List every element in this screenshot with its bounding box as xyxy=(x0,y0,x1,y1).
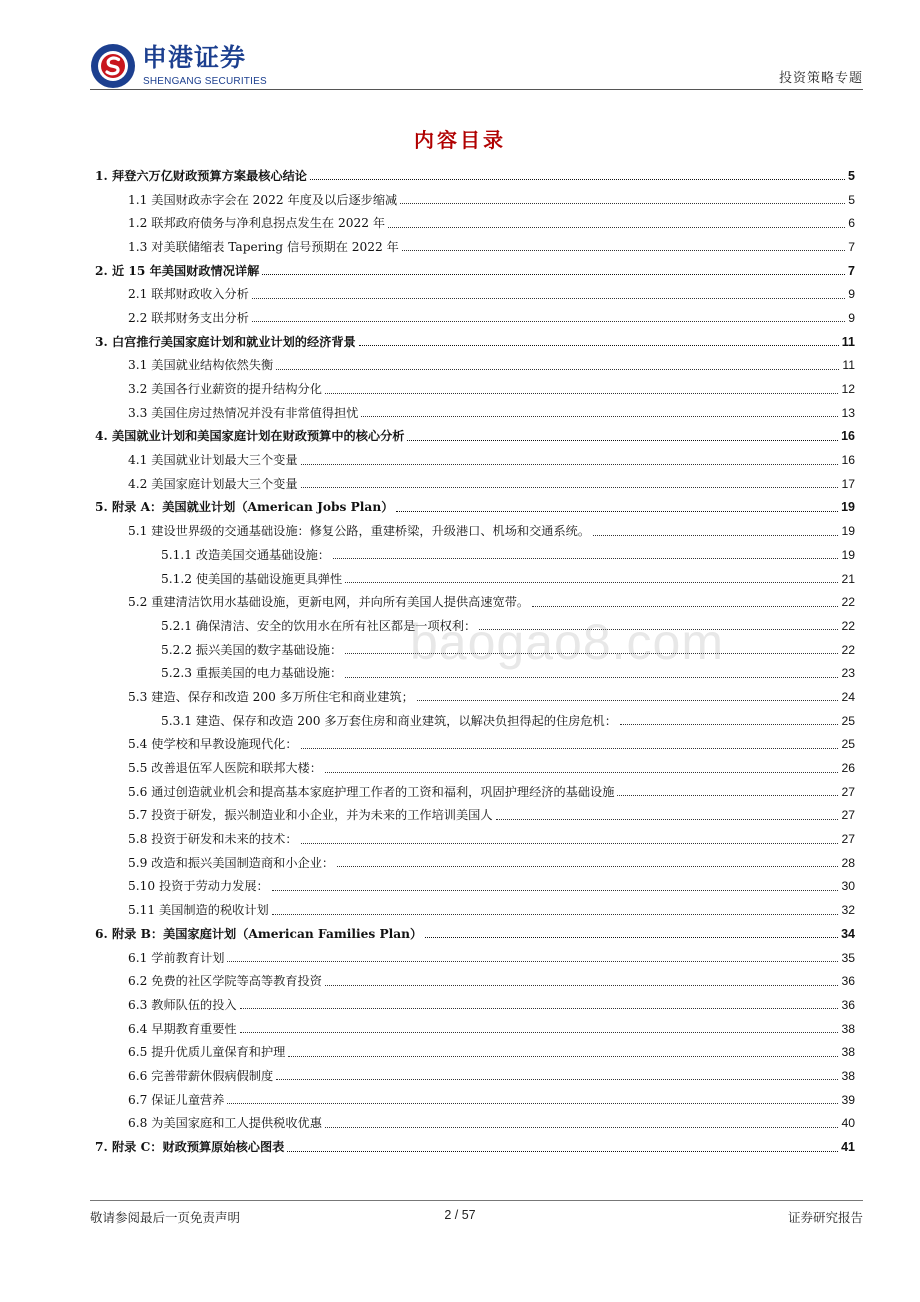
toc-entry-label: 6.1 学前教育计划 xyxy=(128,950,225,965)
toc-leader-dots xyxy=(620,724,839,725)
shengang-logo-icon xyxy=(90,43,136,89)
toc-leader-dots xyxy=(417,700,839,701)
toc-entry-label: 5.9 改造和振兴美国制造商和小企业： xyxy=(128,855,335,870)
toc-entry-page: 19 xyxy=(841,547,855,562)
toc-entry[interactable] xyxy=(95,875,855,899)
toc-entry-page: 19 xyxy=(841,500,855,515)
toc-entry-label: 4. 美国就业计划和美国家庭计划在财政预算中的核心分析 xyxy=(95,429,405,444)
toc-entry-label: 5.1.2 使美国的基础设施更具弹性 xyxy=(161,571,343,586)
toc-leader-dots xyxy=(301,748,839,749)
toc-entry-label: 2.2 联邦财务支出分析 xyxy=(128,310,249,325)
toc-entry[interactable] xyxy=(95,472,855,496)
toc-entry-label: 6.8 为美国家庭和工人提供税收优惠 xyxy=(128,1116,322,1131)
toc-entry-label: 5.5 改善退伍军人医院和联邦大楼： xyxy=(128,761,322,776)
toc-entry-page: 38 xyxy=(841,1045,855,1060)
toc-entry-label: 5.1 建设世界级的交通基础设施：修复公路，重建桥梁，升级港口、机场和交通系统。 xyxy=(128,524,591,539)
toc-leader-dots xyxy=(532,606,838,607)
toc-entry[interactable] xyxy=(95,922,855,946)
toc-entry-page: 24 xyxy=(841,689,855,704)
toc-entry[interactable] xyxy=(95,1112,855,1136)
toc-entry-page: 5 xyxy=(848,168,855,183)
toc-entry-label: 6.5 提升优质儿童保育和护理 xyxy=(128,1045,286,1060)
toc-leader-dots xyxy=(240,1008,839,1009)
toc-entry[interactable] xyxy=(95,709,855,733)
toc-entry-page: 38 xyxy=(841,1021,855,1036)
toc-leader-dots xyxy=(287,1151,838,1152)
toc-leader-dots xyxy=(361,416,838,417)
toc-entry-page: 36 xyxy=(841,997,855,1012)
toc-entry[interactable] xyxy=(95,733,855,757)
toc-entry-page: 22 xyxy=(841,618,855,633)
toc-leader-dots xyxy=(272,914,839,915)
toc-entry-page: 36 xyxy=(841,974,855,989)
toc-entry[interactable] xyxy=(95,496,855,520)
toc-entry-label: 5.8 投资于研发和未来的技术： xyxy=(128,832,298,847)
toc-entry-page: 32 xyxy=(841,903,855,918)
toc-entry-page: 11 xyxy=(842,358,855,373)
toc-entry[interactable] xyxy=(95,354,855,378)
toc-entry-page: 39 xyxy=(841,1092,855,1107)
toc-entry[interactable] xyxy=(95,377,855,401)
toc-entry[interactable] xyxy=(95,993,855,1017)
toc-entry-page: 11 xyxy=(841,334,855,349)
page-header xyxy=(0,0,920,100)
toc-leader-dots xyxy=(388,227,845,228)
toc-entry-label: 6.2 免费的社区学院等高等教育投资 xyxy=(128,974,322,989)
toc-entry[interactable] xyxy=(95,1017,855,1041)
toc-entry-page: 16 xyxy=(841,429,855,444)
toc-entry-label: 4.2 美国家庭计划最大三个变量 xyxy=(128,476,298,491)
toc-entry-page: 27 xyxy=(841,832,855,847)
toc-entry-page: 21 xyxy=(841,571,855,586)
toc-entry-label: 5.3 建造、保存和改造 200 多万所住宅和商业建筑； xyxy=(128,689,414,704)
toc-entry[interactable] xyxy=(95,1040,855,1064)
toc-entry[interactable] xyxy=(95,543,855,567)
toc-leader-dots xyxy=(345,677,838,678)
toc-entry-label: 5.2.2 振兴美国的数字基础设施： xyxy=(161,642,343,657)
toc-entry[interactable] xyxy=(95,827,855,851)
toc-entry-label: 4.1 美国就业计划最大三个变量 xyxy=(128,453,298,468)
toc-entry-page: 13 xyxy=(841,405,855,420)
toc-entry[interactable] xyxy=(95,780,855,804)
toc-entry[interactable] xyxy=(95,519,855,543)
toc-entry-page: 40 xyxy=(841,1116,855,1131)
toc-entry-page: 26 xyxy=(841,761,855,776)
toc-leader-dots xyxy=(227,1103,838,1104)
toc-entry-page: 6 xyxy=(848,216,855,231)
toc-leader-dots xyxy=(496,819,839,820)
toc-entry-page: 19 xyxy=(841,524,855,539)
toc-entry-label: 3.2 美国各行业薪资的提升结构分化 xyxy=(128,382,322,397)
toc-entry[interactable] xyxy=(95,685,855,709)
page-footer xyxy=(0,1200,920,1240)
toc-entry-page: 25 xyxy=(841,737,855,752)
toc-entry[interactable] xyxy=(95,330,855,354)
toc-entry-label: 7. 附录 C：财政预算原始核心图表 xyxy=(95,1140,285,1155)
disclaimer-note: 敬请参阅最后一页免责声明 xyxy=(90,1210,241,1225)
toc-leader-dots xyxy=(288,1056,838,1057)
toc-entry-label: 5.1.1 改造美国交通基础设施： xyxy=(161,547,330,562)
page-number: 2 / 57 xyxy=(444,1208,476,1222)
toc-entry-label: 5.2.3 重振美国的电力基础设施： xyxy=(161,666,343,681)
toc-leader-dots xyxy=(252,298,845,299)
toc-entry-label: 3. 白宫推行美国家庭计划和就业计划的经济背景 xyxy=(95,334,356,349)
toc-entry-label: 1.3 对美联储缩表 Tapering 信号预期在 2022 年 xyxy=(128,239,399,254)
toc-leader-dots xyxy=(617,795,838,796)
toc-entry-label: 6.4 早期教育重要性 xyxy=(128,1021,237,1036)
toc-entry[interactable] xyxy=(95,401,855,425)
toc-leader-dots xyxy=(425,937,838,938)
toc-entry[interactable] xyxy=(95,567,855,591)
toc-entry-label: 5.11 美国制造的税收计划 xyxy=(128,903,269,918)
toc-entry-page: 7 xyxy=(848,263,855,278)
toc-leader-dots xyxy=(325,772,839,773)
toc-entry-label: 5.4 使学校和早教设施现代化： xyxy=(128,737,298,752)
toc-entry[interactable] xyxy=(95,164,855,188)
toc-entry[interactable] xyxy=(95,425,855,449)
toc-entry-label: 6. 附录 B：美国家庭计划（American Families Plan） xyxy=(95,926,423,941)
watermark: baogao8.com xyxy=(410,614,725,670)
toc-leader-dots xyxy=(240,1032,839,1033)
toc-leader-dots xyxy=(402,250,845,251)
toc-entry-page: 9 xyxy=(848,310,855,325)
toc-entry-page: 12 xyxy=(841,382,855,397)
toc-entry[interactable] xyxy=(95,282,855,306)
toc-leader-dots xyxy=(333,558,838,559)
toc-entry-label: 6.6 完善带薪休假病假制度 xyxy=(128,1068,274,1083)
toc-entry[interactable] xyxy=(95,188,855,212)
toc-entry[interactable] xyxy=(95,756,855,780)
toc-entry-label: 2.1 联邦财政收入分析 xyxy=(128,287,249,302)
toc-entry-label: 2. 近 15 年美国财政情况详解 xyxy=(95,263,260,278)
toc-entry-page: 23 xyxy=(841,666,855,681)
report-type: 投资策略专题 xyxy=(778,71,863,86)
toc-entry-page: 25 xyxy=(841,713,855,728)
toc-leader-dots xyxy=(252,321,845,322)
toc-leader-dots xyxy=(301,843,839,844)
toc-entry-label: 3.3 美国住房过热情况并没有非常值得担忧 xyxy=(128,405,359,420)
toc-entry-label: 6.7 保证儿童营养 xyxy=(128,1092,225,1107)
toc-entry-page: 35 xyxy=(841,950,855,965)
toc-entry-label: 5.10 投资于劳动力发展： xyxy=(128,879,269,894)
toc-entry-label: 3.1 美国就业结构依然失衡 xyxy=(128,358,274,373)
toc-leader-dots xyxy=(593,535,838,536)
toc-entry-page: 5 xyxy=(848,192,855,207)
toc-entry-page: 7 xyxy=(848,239,855,254)
toc-entry-label: 1.1 美国财政赤字会在 2022 年度及以后逐步缩减 xyxy=(128,192,398,207)
toc-entry-page: 27 xyxy=(841,784,855,799)
toc-leader-dots xyxy=(337,866,838,867)
toc-leader-dots xyxy=(272,890,839,891)
toc-entry-page: 28 xyxy=(841,855,855,870)
toc-entry-label: 5. 附录 A：美国就业计划（American Jobs Plan） xyxy=(95,500,394,515)
toc-entry-label: 6.3 教师队伍的投入 xyxy=(128,997,237,1012)
toc-entry[interactable] xyxy=(95,235,855,259)
toc-entry[interactable] xyxy=(95,946,855,970)
toc-leader-dots xyxy=(325,985,839,986)
toc-entry-page: 22 xyxy=(841,642,855,657)
toc-entry-label: 5.7 投资于研发，振兴制造业和小企业，并为未来的工作培训美国人 xyxy=(128,808,493,823)
toc-entry-label: 1. 拜登六万亿财政预算方案最核心结论 xyxy=(95,168,307,183)
toc-leader-dots xyxy=(276,369,839,370)
toc-entry-page: 34 xyxy=(841,926,855,941)
toc-entry-label: 5.3.1 建造、保存和改造 200 多万套住房和商业建筑，以解决负担得起的住房危机： xyxy=(161,713,617,728)
brand-name-en: SHENGANG SECURITIES xyxy=(143,76,267,87)
toc-entry[interactable] xyxy=(95,590,855,614)
toc-entry-page: 38 xyxy=(841,1068,855,1083)
toc-entry[interactable] xyxy=(95,211,855,235)
report-category: 证券研究报告 xyxy=(787,1210,863,1225)
toc-leader-dots xyxy=(301,464,839,465)
toc-leader-dots xyxy=(396,511,838,512)
toc-entry[interactable] xyxy=(95,306,855,330)
toc-entry-page: 30 xyxy=(841,879,855,894)
toc-entry-page: 27 xyxy=(841,808,855,823)
toc-entry-page: 41 xyxy=(841,1140,855,1155)
toc-leader-dots xyxy=(345,582,838,583)
toc-entry[interactable] xyxy=(95,851,855,875)
toc-entry-label: 1.2 联邦政府债务与净利息拐点发生在 2022 年 xyxy=(128,216,386,231)
toc-entry-page: 22 xyxy=(841,595,855,610)
toc-entry[interactable] xyxy=(95,259,855,283)
toc-entry-page: 16 xyxy=(841,453,855,468)
toc-leader-dots xyxy=(310,179,845,180)
toc-leader-dots xyxy=(325,393,839,394)
toc-entry[interactable] xyxy=(95,898,855,922)
toc-leader-dots xyxy=(359,345,839,346)
toc-entry-label: 5.6 通过创造就业机会和提高基本家庭护理工作者的工资和福利，巩固护理经济的基础设施 xyxy=(128,784,615,799)
toc-entry[interactable] xyxy=(95,969,855,993)
toc-leader-dots xyxy=(325,1127,839,1128)
toc-leader-dots xyxy=(262,274,845,275)
toc-leader-dots xyxy=(301,487,839,488)
toc-entry[interactable] xyxy=(95,1088,855,1112)
toc-entry-page: 9 xyxy=(848,287,855,302)
toc-entry-page: 17 xyxy=(841,476,855,491)
brand-name-cn: 申港证券 xyxy=(142,43,247,72)
toc-leader-dots xyxy=(276,1079,838,1080)
toc-title: 内容目录 xyxy=(414,128,506,152)
toc-leader-dots xyxy=(400,203,845,204)
toc-entry[interactable] xyxy=(95,1135,855,1159)
toc-entry-label: 5.2 重建清洁饮用水基础设施，更新电网，并向所有美国人提供高速宽带。 xyxy=(128,595,530,610)
toc-entry-label: 5.2.1 确保清洁、安全的饮用水在所有社区都是一项权利： xyxy=(161,618,477,633)
toc-leader-dots xyxy=(227,961,838,962)
toc-entry[interactable] xyxy=(95,804,855,828)
header-divider xyxy=(90,89,863,90)
footer-divider xyxy=(90,1200,863,1201)
toc-leader-dots xyxy=(407,440,838,441)
toc-entry[interactable] xyxy=(95,1064,855,1088)
toc-entry[interactable] xyxy=(95,448,855,472)
